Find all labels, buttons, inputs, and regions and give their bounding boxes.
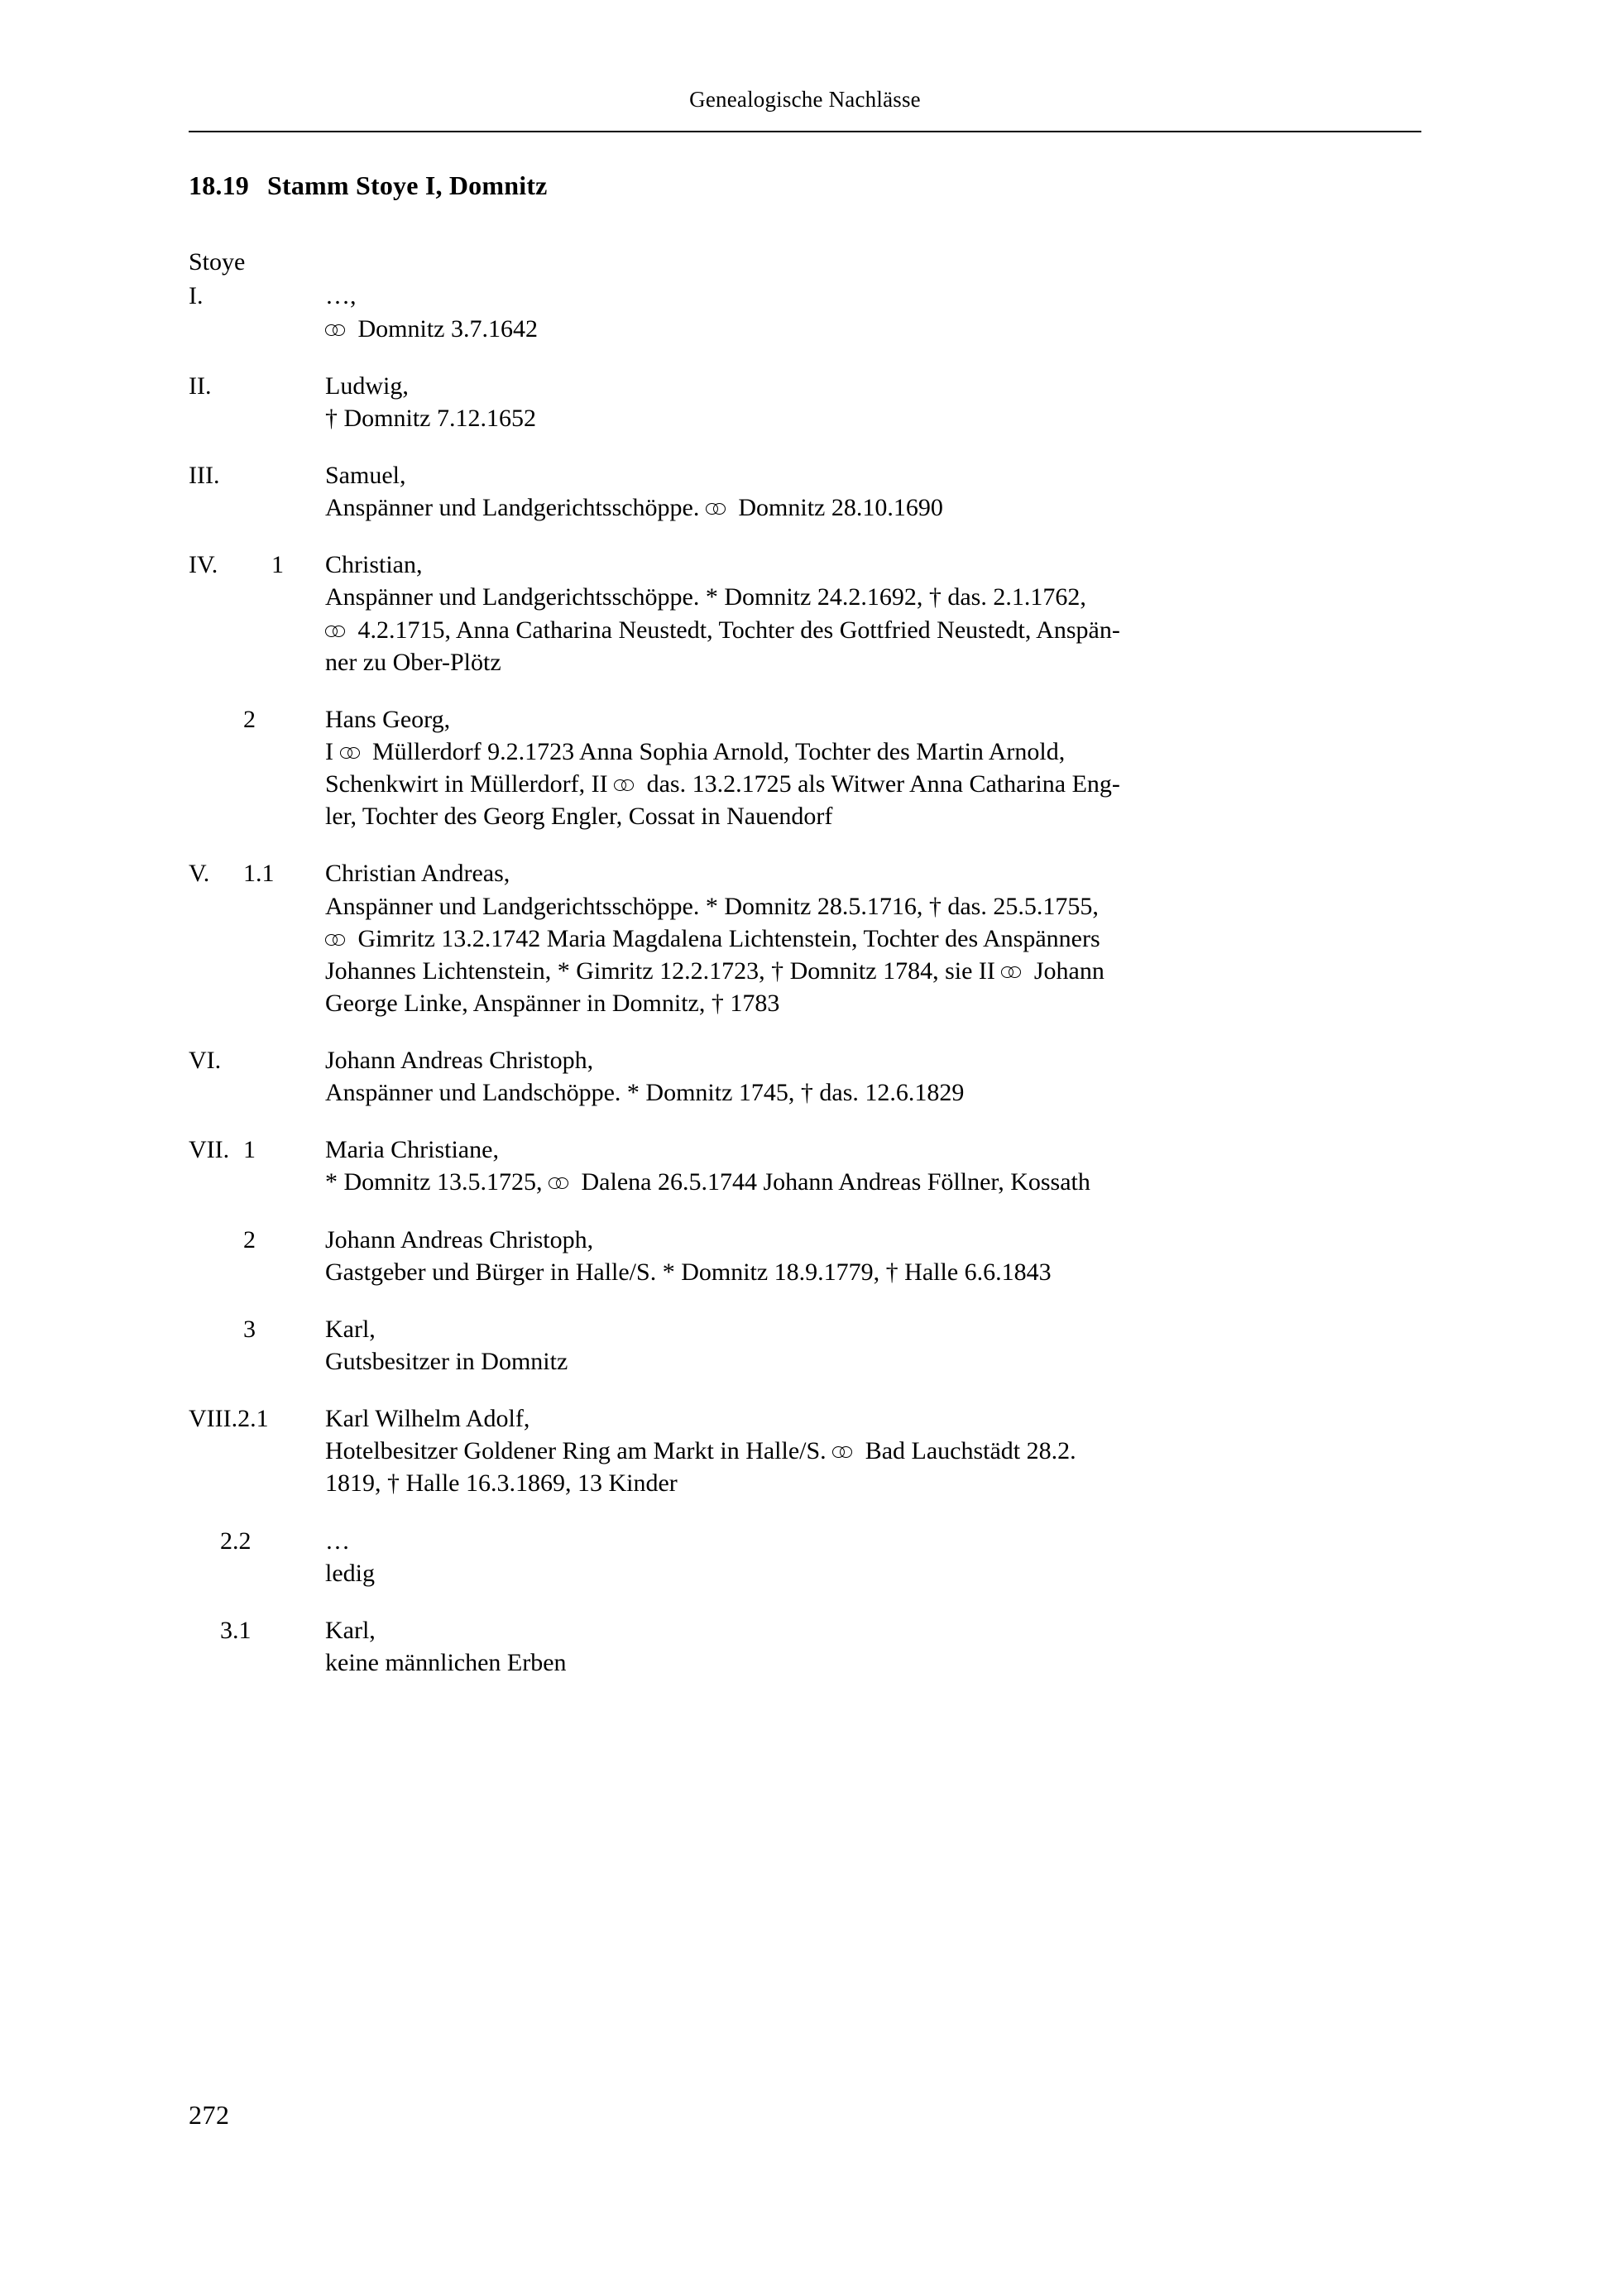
- entry-line: 4.2.1715, Anna Catharina Neustedt, Tochter des Gottfried Neustedt, Anspän-: [325, 614, 1423, 646]
- generation-text: [325, 1134, 1423, 1198]
- entry-line: Christian Andreas,: [325, 860, 510, 888]
- entry-line: Christian,: [325, 551, 423, 579]
- generation-roman: VI.: [189, 1047, 222, 1075]
- generation-entry: [189, 1402, 1423, 1679]
- generation-index: 1: [271, 551, 284, 579]
- entry-line: Maria Christiane,: [325, 1136, 499, 1164]
- entry-line: Anspänner und Landschöppe. * Domnitz 1745, † das. 12.6.1829: [325, 1079, 965, 1107]
- entry-line: Gimritz 13.2.1742 Maria Magdalena Lichtenstein, Tochter des Anspänners: [325, 923, 1423, 955]
- generation-index: [240, 280, 325, 344]
- page-number: 272: [189, 2100, 230, 2130]
- entry-line: † Domnitz 7.12.1652: [325, 404, 536, 432]
- child-index: 2: [243, 705, 256, 733]
- entry-line: Johannes Lichtenstein, * Gimritz 12.2.1723, † Domnitz 1784, sie II Johann: [325, 956, 1104, 985]
- entry-line: Anspänner und Landgerichtsschöppe. * Domnitz 24.2.1692, † das. 2.1.1762,: [325, 583, 1086, 611]
- page-title: [189, 170, 1423, 201]
- marriage-oo-icon: [832, 1445, 857, 1460]
- child-index: 3.1: [220, 1616, 252, 1644]
- child-index: 2: [243, 1225, 256, 1253]
- entry-line: Karl,: [325, 1616, 376, 1644]
- entry-line: ledig: [325, 1559, 375, 1587]
- generation-text: [325, 1044, 1423, 1109]
- marriage-oo-icon: [614, 778, 639, 793]
- marriage-oo-icon: [325, 323, 350, 338]
- generation-roman: I.: [189, 282, 204, 310]
- generation-entry: [189, 1044, 1423, 1109]
- entry-line: Anspänner und Landgerichtsschöppe. Domnitz 28.10.1690: [325, 494, 943, 522]
- marriage-oo-icon: [325, 932, 350, 947]
- entry-line: …: [325, 1527, 350, 1555]
- family-surname: Stoye: [189, 248, 246, 276]
- entry-line: Ludwig,: [325, 371, 409, 400]
- child-entry: [189, 1525, 1423, 1589]
- generation-roman: V.: [189, 860, 210, 888]
- generation-entry: [189, 857, 1423, 1019]
- entry-line: ner zu Ober-Plötz: [325, 648, 501, 676]
- generation-roman: VIII.2.1: [189, 1405, 269, 1433]
- generation-entry: [189, 280, 1423, 344]
- entry-line: Karl Wilhelm Adolf,: [325, 1405, 530, 1433]
- child-text: [325, 1313, 1423, 1378]
- entry-line: Johann Andreas Christoph,: [325, 1225, 594, 1253]
- marriage-oo-icon: [340, 745, 365, 760]
- entry-line: Samuel,: [325, 461, 406, 489]
- generation-text: [325, 1402, 1423, 1499]
- generation-entry: [189, 549, 1423, 832]
- entry-line: Anspänner und Landgerichtsschöppe. * Domnitz 28.5.1716, † das. 25.5.1755,: [325, 892, 1099, 920]
- marriage-oo-icon: [1001, 965, 1026, 980]
- entry-line: Gutsbesitzer in Domnitz: [325, 1348, 568, 1376]
- entry-line: 1819, † Halle 16.3.1869, 13 Kinder: [325, 1469, 678, 1498]
- child-entry: [189, 1614, 1423, 1679]
- marriage-oo-icon: [706, 501, 731, 516]
- entry-line: Gastgeber und Bürger in Halle/S. * Domnitz 18.9.1779, † Halle 6.6.1843: [325, 1258, 1052, 1286]
- generation-entry: [189, 459, 1423, 524]
- entry-line: George Linke, Anspänner in Domnitz, † 1783: [325, 989, 780, 1017]
- entry-line: I Müllerdorf 9.2.1723 Anna Sophia Arnold, Tochter des Martin Arnold,: [325, 737, 1066, 765]
- generation-roman: II.: [189, 371, 212, 400]
- child-entry: [189, 1224, 1423, 1288]
- section-title-text: Stamm Stoye I, Domnitz: [267, 170, 548, 200]
- generation-text: [325, 549, 1423, 678]
- marriage-oo-icon: [549, 1176, 573, 1191]
- entry-line: Domnitz 3.7.1642: [325, 313, 1423, 345]
- generation-entry: [189, 370, 1423, 434]
- entry-line: ler, Tochter des Georg Engler, Cossat in Nauendorf: [325, 803, 833, 831]
- child-text: [325, 1224, 1423, 1288]
- entry-line: * Domnitz 13.5.1725, Dalena 26.5.1744 Johann Andreas Föllner, Kossath: [325, 1168, 1090, 1196]
- entry-line: Schenkwirt in Müllerdorf, II das. 13.2.1725 als Witwer Anna Catharina Eng-: [325, 770, 1120, 798]
- entry-line: Johann Andreas Christoph,: [325, 1047, 594, 1075]
- child-text: [325, 1525, 1423, 1589]
- child-index: 2.2: [220, 1527, 252, 1555]
- generation-index: [240, 370, 325, 434]
- child-entry: [189, 703, 1423, 833]
- generation-roman: VII.: [189, 1136, 230, 1164]
- generation-text: [325, 280, 1423, 344]
- header-rule: [189, 131, 1421, 132]
- generation-roman: IV.: [189, 551, 218, 579]
- entry-line: keine männlichen Erben: [325, 1649, 567, 1677]
- entry-line: …,: [325, 282, 357, 310]
- child-entry: [189, 1313, 1423, 1378]
- generation-index: 1.1: [243, 860, 275, 888]
- generation-entry: [189, 1134, 1423, 1378]
- generation-text: [325, 459, 1423, 524]
- child-text: [325, 703, 1423, 833]
- child-index: 3: [243, 1315, 256, 1343]
- entry-line: Hans Georg,: [325, 705, 451, 733]
- entry-line: Karl,: [325, 1315, 376, 1343]
- generation-index: [240, 459, 325, 524]
- child-text: [325, 1614, 1423, 1679]
- entry-line: Hotelbesitzer Goldener Ring am Markt in Halle/S. Bad Lauchstädt 28.2.: [325, 1437, 1076, 1465]
- generation-text: [325, 370, 1423, 434]
- generation-index: [240, 1044, 325, 1109]
- generation-index: 1: [243, 1136, 256, 1164]
- running-head: Genealogische Nachlässe: [689, 87, 921, 112]
- generation-text: [325, 857, 1423, 1019]
- marriage-oo-icon: [325, 624, 350, 639]
- page-body: [189, 170, 1423, 1679]
- section-number: 18.19: [189, 170, 249, 200]
- generation-roman: III.: [189, 461, 220, 489]
